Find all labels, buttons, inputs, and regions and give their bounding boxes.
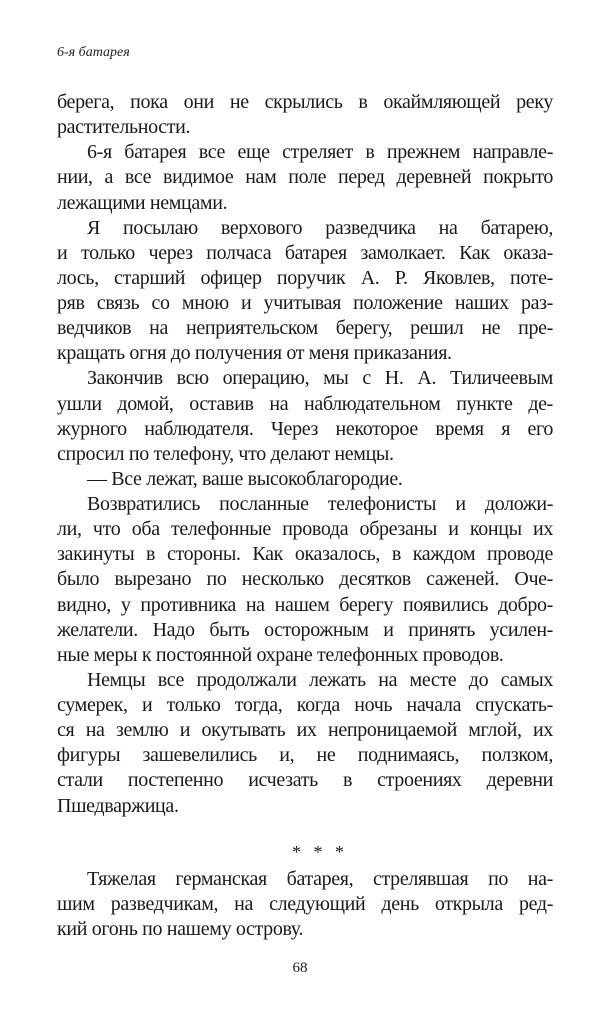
text-line: Закончив всю операцию, мы с Н. А. Тиличеевым: [87, 367, 553, 390]
text-line: фигуры зашевелились и, не поднимаясь, ползком,: [57, 744, 553, 767]
text-line: Пшедваржица.: [57, 794, 179, 817]
text-line: и только через полчаса батарея замолкает. Как оказа-: [57, 241, 553, 264]
text-line: кращать огня до получения от меня приказания.: [57, 342, 452, 365]
text-line: закинуты в стороны. Как оказалось, в каждом проводе: [57, 543, 553, 566]
paragraph: [57, 867, 553, 942]
text-line: нии, а все видимое нам поле перед деревней покрыто: [57, 166, 553, 189]
running-header: 6-я батарея: [57, 45, 130, 60]
text-line: лежащими немцами.: [57, 191, 228, 214]
paragraph: [57, 366, 553, 467]
text-line: видно, у противника на нашем берегу появились добро-: [57, 593, 553, 616]
text-line: ли, что оба телефонные провода обрезаны и концы их: [57, 518, 553, 541]
text-line: лось, старший офицер поручик А. Р. Яковлев, поте-: [57, 266, 553, 289]
text-line: было вырезано по несколько десятков саженей. Оче-: [57, 568, 553, 591]
text-line: Я посылаю верхового разведчика на батарею,: [87, 216, 553, 239]
text-line: шим разведчикам, на следующий день открыла ред-: [57, 892, 553, 915]
text-line: кий огонь по нашему острову.: [57, 917, 304, 940]
text-line: ведчиков на неприятельском берегу, решил не пре-: [57, 317, 553, 340]
text-line: спросил по телефону, что делают немцы.: [57, 442, 394, 465]
text-line: 6-я батарея все еще стреляет в прежнем направле-: [87, 141, 553, 164]
paragraph: [57, 492, 553, 668]
text-line: желатели. Надо быть осторожным и принять усилен-: [57, 618, 553, 641]
text-line: — Все лежат, ваше высокоблагородие.: [87, 467, 403, 490]
text-line: ные меры к постоянной охране телефонных проводов.: [57, 643, 504, 666]
text-line: журного наблюдателя. Через некоторое время я его: [57, 417, 553, 440]
text-line: ушли домой, оставив на наблюдательном пункте де-: [57, 392, 553, 415]
paragraph: [57, 216, 553, 367]
text-line: берега, пока они не скрылись в окаймляющей реку: [57, 91, 553, 113]
text-line: Тяжелая германская батарея, стрелявшая по на-: [87, 867, 553, 890]
text-line: сумерек, и только тогда, когда ночь начала спускать-: [57, 694, 553, 716]
paragraph: [57, 668, 553, 819]
page-number: 68: [292, 960, 308, 976]
paragraph: [57, 90, 553, 140]
section-separator: * * *: [292, 841, 348, 862]
text-line: растительности.: [57, 116, 191, 139]
paragraph: [57, 140, 553, 215]
text-line: ся на землю и окутывать их непроницаемой мглой, их: [57, 719, 553, 742]
text-line: стали постепенно исчезать в строениях деревни: [57, 769, 553, 792]
text-line: Немцы все продолжали лежать на месте до самых: [87, 668, 553, 691]
page-body: [57, 90, 553, 942]
text-line: Возвратились посланные телефонисты и доложи-: [87, 493, 553, 515]
text-line: ряв связь со мною и учитывая положение наших раз-: [57, 292, 553, 314]
paragraph: [57, 467, 553, 492]
